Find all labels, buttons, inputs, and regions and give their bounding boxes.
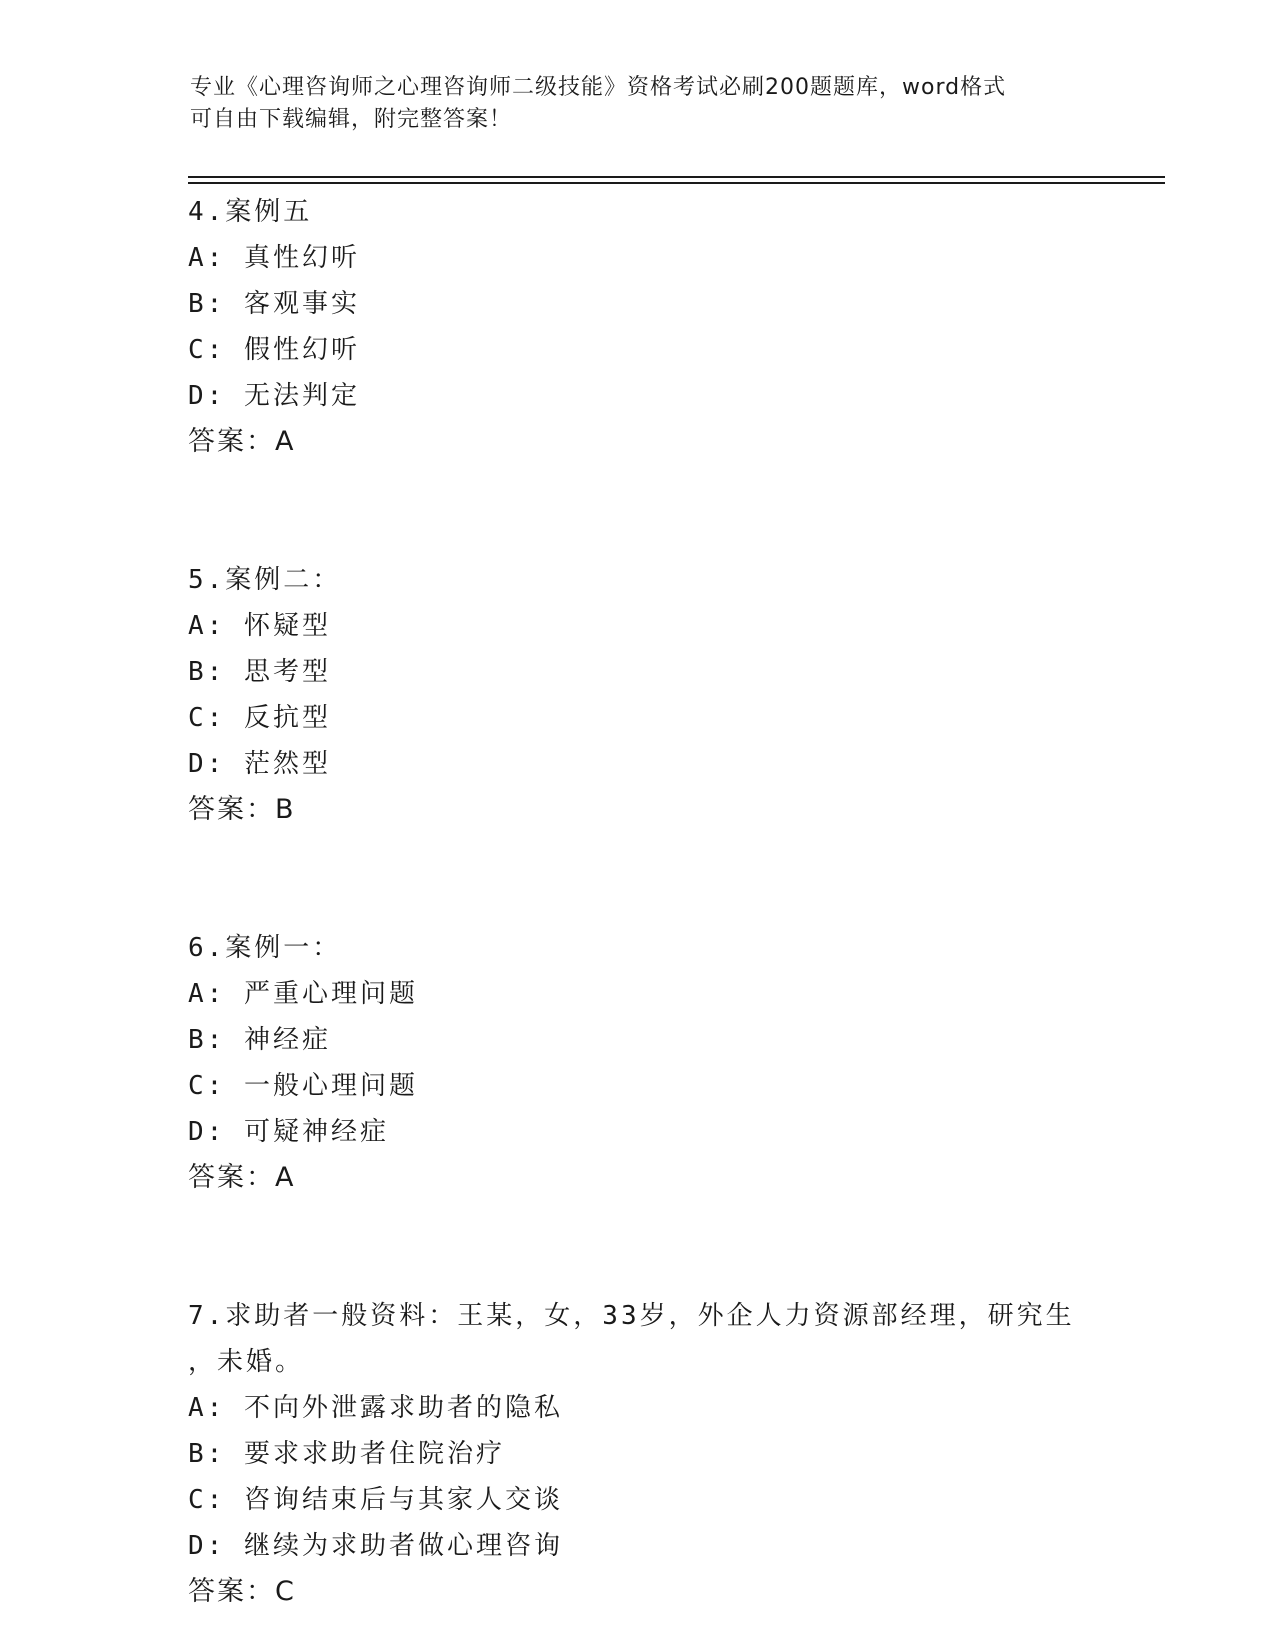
option-c: C: 一般心理问题	[188, 1071, 418, 1101]
header-divider-bottom	[188, 182, 1165, 184]
option-c: C: 假性幻听	[188, 335, 360, 365]
option-b: B: 神经症	[188, 1025, 331, 1055]
question-title: 5.案例二：	[188, 565, 342, 595]
option-a: A: 不向外泄露求助者的隐私	[188, 1393, 563, 1423]
option-d: D: 继续为求助者做心理咨询	[188, 1531, 563, 1561]
answer-line: 答案：B	[188, 794, 296, 825]
option-b: B: 客观事实	[188, 289, 360, 319]
option-b: B: 思考型	[188, 657, 331, 687]
question-spacer	[188, 465, 1088, 557]
option-c: C: 反抗型	[188, 703, 331, 733]
header-line-2: 可自由下载编辑，附完整答案！	[190, 107, 513, 132]
question-title: 7.求助者一般资料：王某，女，33岁，外企人力资源部经理，研究生	[188, 1301, 1075, 1331]
option-a: A: 怀疑型	[188, 611, 331, 641]
question-item	[188, 557, 1088, 833]
question-title: 4.案例五	[188, 197, 313, 227]
answer-line: 答案：A	[188, 426, 296, 457]
option-d: D: 无法判定	[188, 381, 360, 411]
answer-line: 答案：C	[188, 1576, 296, 1607]
header-divider-top	[188, 176, 1165, 178]
option-a: A: 真性幻听	[188, 243, 360, 273]
option-a: A: 严重心理问题	[188, 979, 418, 1009]
header-line-1: 专业《心理咨询师之心理咨询师二级技能》资格考试必刷200题题库，word格式	[190, 75, 1007, 100]
question-list	[188, 189, 1088, 1615]
option-b: B: 要求求助者住院治疗	[188, 1439, 505, 1469]
question-title-continuation: ，未婚。	[188, 1347, 305, 1377]
question-spacer	[188, 1201, 1088, 1293]
document-header	[190, 72, 1090, 136]
question-item	[188, 189, 1088, 465]
question-item	[188, 925, 1088, 1201]
option-c: C: 咨询结束后与其家人交谈	[188, 1485, 563, 1515]
question-spacer	[188, 833, 1088, 925]
option-d: D: 可疑神经症	[188, 1117, 389, 1147]
option-d: D: 茫然型	[188, 749, 331, 779]
question-item	[188, 1293, 1088, 1615]
question-title: 6.案例一：	[188, 933, 342, 963]
answer-line: 答案：A	[188, 1162, 296, 1193]
